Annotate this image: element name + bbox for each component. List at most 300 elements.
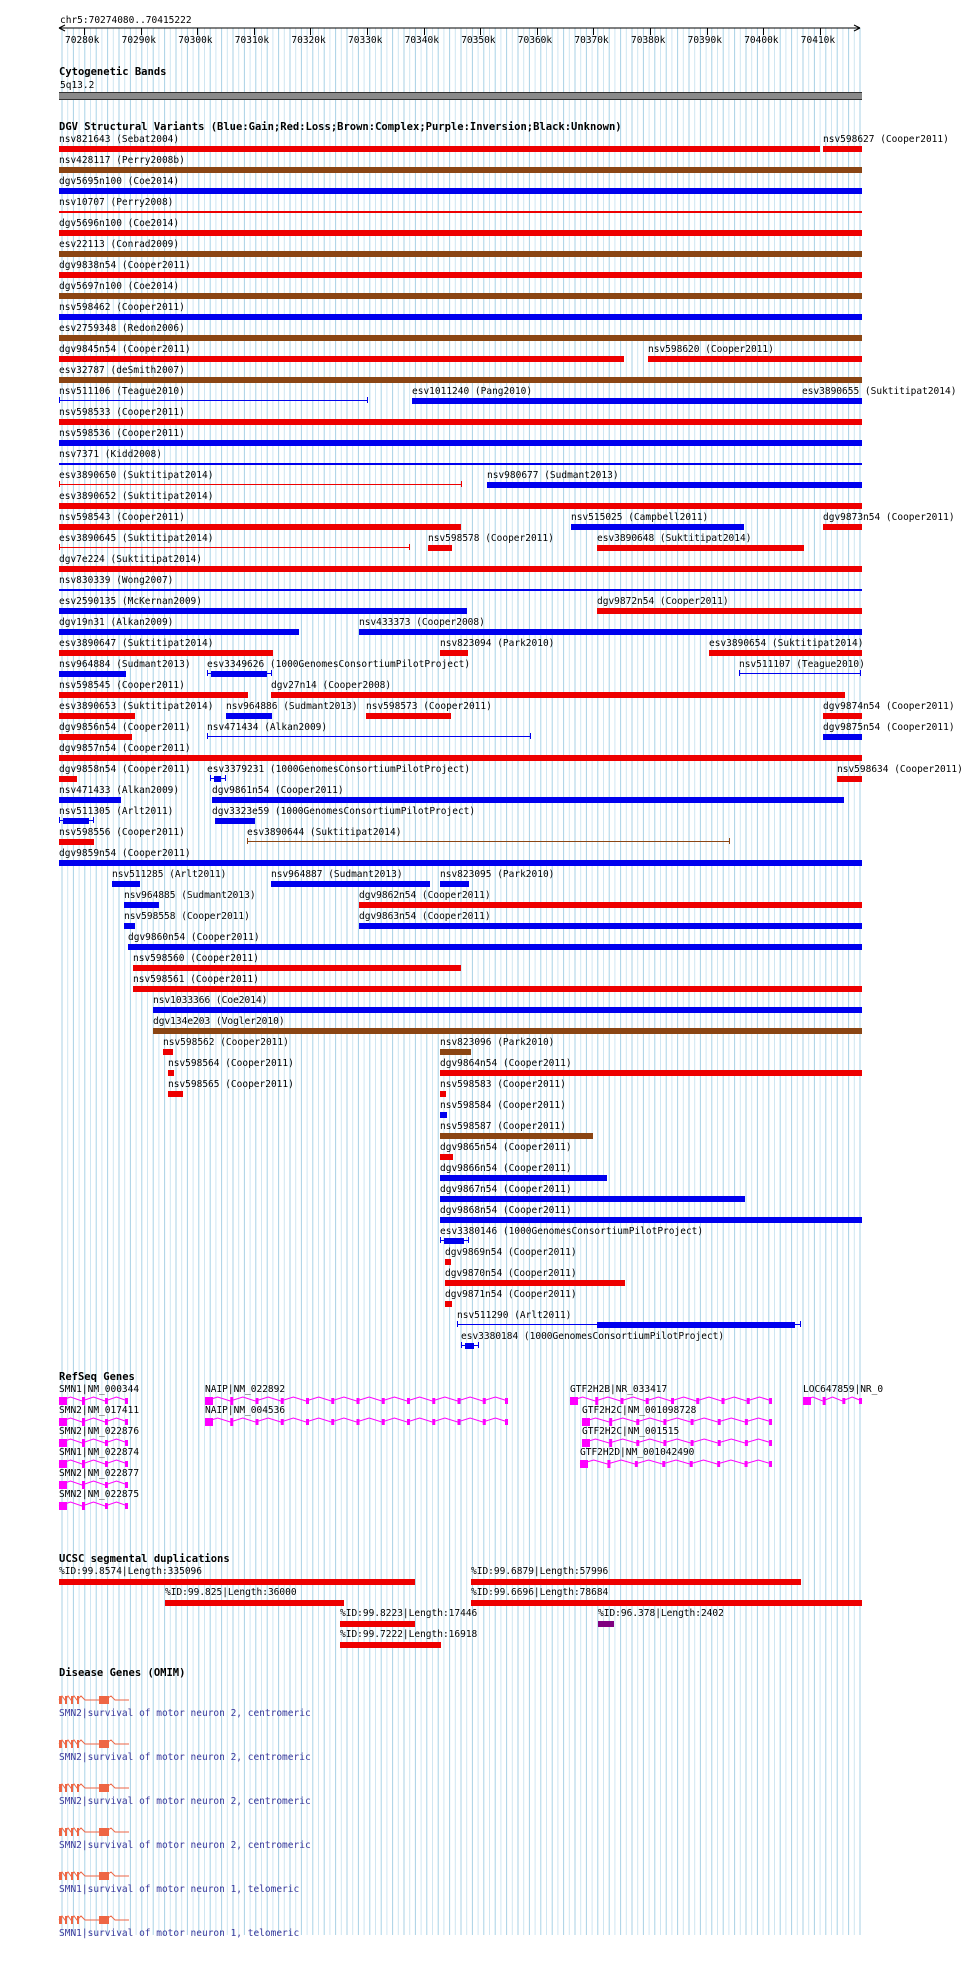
feature-end-cap — [860, 670, 861, 676]
refseq-gene-label: SMN2|NM_022875 — [59, 1489, 140, 1500]
refseq-exon — [595, 1397, 598, 1405]
dgv-variant-label: dgv9874n54 (Cooper2011) — [823, 701, 955, 712]
ruler-tick-label: 70390k — [687, 35, 722, 46]
feature-end-cap — [409, 544, 410, 550]
dgv-variant-label: nsv598573 (Cooper2011) — [366, 701, 492, 712]
dgv-variant-bar[interactable] — [709, 650, 862, 656]
dgv-variant-bar[interactable] — [359, 923, 862, 929]
dgv-variant-bar[interactable] — [445, 1301, 452, 1307]
refseq-gene-glyph[interactable] — [59, 1501, 130, 1511]
dgv-variant-bar[interactable] — [440, 1133, 593, 1139]
dgv-variant-line[interactable] — [59, 463, 862, 465]
dgv-variant-bar[interactable] — [59, 524, 461, 530]
dgv-variant-bar[interactable] — [823, 713, 862, 719]
refseq-exon — [82, 1418, 85, 1426]
refseq-intron-line — [59, 1439, 128, 1443]
dgv-variant-label: nsv511290 (Arlt2011) — [457, 1310, 572, 1321]
dgv-variant-bar[interactable] — [571, 524, 744, 530]
refseq-exon — [663, 1419, 666, 1425]
omim-exon — [65, 1740, 67, 1748]
refseq-exon — [582, 1418, 590, 1426]
dgv-variant-label: dgv9867n54 (Cooper2011) — [440, 1184, 572, 1195]
refseq-exon — [407, 1398, 410, 1404]
dgv-variant-label: dgv9860n54 (Cooper2011) — [128, 932, 260, 943]
refseq-exon — [105, 1461, 108, 1467]
dgv-variant-bar[interactable] — [133, 965, 461, 971]
dgv-variant-bar[interactable] — [428, 545, 452, 551]
refseq-exon — [646, 1398, 649, 1404]
dgv-variant-label: nsv598627 (Cooper2011) — [823, 134, 949, 145]
dgv-variant-bar[interactable] — [597, 545, 804, 551]
dgv-variant-bar[interactable] — [823, 524, 862, 530]
refseq-exon — [769, 1419, 772, 1425]
refseq-exon — [662, 1461, 665, 1467]
dgv-variant-bar[interactable] — [440, 1049, 471, 1055]
dgv-variant-bar[interactable] — [440, 1196, 745, 1202]
dgv-variant-bar[interactable] — [153, 1007, 862, 1013]
omim-exon — [65, 1696, 67, 1704]
ruler-tick-label: 70320k — [291, 35, 326, 46]
feature-end-cap — [367, 397, 368, 403]
refseq-exon — [621, 1398, 624, 1404]
dgv-variant-label: esv3890645 (Suktitipat2014) — [59, 533, 214, 544]
ruler-tick-label: 70290k — [121, 35, 156, 46]
omim-gene-glyph[interactable] — [59, 1826, 131, 1838]
dgv-variant-label: nsv471434 (Alkan2009) — [207, 722, 328, 733]
dgv-variant-label: nsv830339 (Wong2007) — [59, 575, 174, 586]
refseq-exon — [690, 1461, 693, 1467]
dgv-variant-label: nsv515025 (Campbell2011) — [571, 512, 709, 523]
dgv-variant-label: dgv9869n54 (Cooper2011) — [445, 1247, 577, 1258]
dgv-variant-label: esv3890650 (Suktitipat2014) — [59, 470, 214, 481]
feature-end-cap — [210, 775, 211, 781]
refseq-exon — [105, 1503, 108, 1509]
refseq-gene-label: NAIP|NM_004536 — [205, 1405, 286, 1416]
refseq-exon — [82, 1460, 85, 1468]
dgv-variant-bar[interactable] — [168, 1070, 174, 1076]
dgv-variant-bar[interactable] — [59, 650, 273, 656]
dgv-variant-bar[interactable] — [445, 1280, 625, 1286]
dgv-variant-bar[interactable] — [648, 356, 862, 362]
refseq-exon — [458, 1419, 461, 1425]
ruler-tick-label: 70370k — [574, 35, 609, 46]
dgv-variant-bar[interactable] — [59, 440, 862, 446]
feature-end-cap — [93, 817, 94, 823]
refseq-exon — [823, 1397, 826, 1405]
dgv-variant-bar[interactable] — [412, 398, 805, 404]
omim-exon — [65, 1828, 67, 1836]
refseq-exon — [306, 1398, 309, 1404]
omim-gene-glyph[interactable] — [59, 1782, 131, 1794]
dgv-variant-bar[interactable] — [366, 713, 451, 719]
refseq-intron-line — [59, 1502, 128, 1506]
feature-end-cap — [59, 544, 60, 550]
dgv-variant-label: dgv27n14 (Cooper2008) — [271, 680, 392, 691]
refseq-exon — [82, 1502, 85, 1510]
omim-intron-line — [59, 1696, 129, 1700]
dgv-variant-bar[interactable] — [124, 923, 135, 929]
feature-end-cap — [59, 817, 60, 823]
dgv-variant-bar[interactable] — [168, 1091, 183, 1097]
omim-exon — [59, 1828, 62, 1836]
segdup-bar[interactable] — [340, 1642, 441, 1648]
refseq-gene-label: SMN2|NM_022877 — [59, 1468, 140, 1479]
dgv-variant-bar[interactable] — [59, 377, 862, 383]
dgv-variant-label: dgv9861n54 (Cooper2011) — [212, 785, 344, 796]
omim-exon — [99, 1828, 109, 1836]
dgv-variant-bar[interactable] — [440, 1154, 453, 1160]
dgv-variant-label: nsv511305 (Arlt2011) — [59, 806, 174, 817]
refseq-gene-label: SMN1|NM_022874 — [59, 1447, 140, 1458]
dgv-variant-bar[interactable] — [59, 503, 862, 509]
omim-gene-label: SMN1|survival of motor neuron 1, telomeric — [59, 1928, 300, 1939]
refseq-gene-label: SMN2|NM_017411 — [59, 1405, 140, 1416]
feature-thin-line[interactable] — [59, 547, 409, 548]
dgv-variant-label: nsv598545 (Cooper2011) — [59, 680, 185, 691]
dgv-variant-label: dgv9872n54 (Cooper2011) — [597, 596, 729, 607]
dgv-variant-bar[interactable] — [271, 881, 430, 887]
chrom-range-label: chr5:70274080..70415222 — [60, 15, 192, 26]
dgv-variant-bar[interactable] — [59, 713, 135, 719]
feature-end-cap — [59, 481, 60, 487]
dgv-variant-bar[interactable] — [59, 146, 820, 152]
dgv-variant-label: nsv823094 (Park2010) — [440, 638, 555, 649]
segdup-bar[interactable] — [59, 1579, 415, 1585]
omim-exon — [59, 1872, 62, 1880]
ruler-tick-label: 70310k — [234, 35, 270, 46]
refseq-exon — [696, 1398, 699, 1404]
refseq-exon — [691, 1440, 694, 1446]
dgv-variant-label: esv3890653 (Suktitipat2014) — [59, 701, 214, 712]
refseq-exon — [331, 1398, 334, 1404]
dgv-variant-label: dgv9864n54 (Cooper2011) — [440, 1058, 572, 1069]
dgv-variant-label: nsv598564 (Cooper2011) — [168, 1058, 294, 1069]
refseq-track-title: RefSeq Genes — [59, 1371, 135, 1383]
feature-end-cap — [59, 397, 60, 403]
omim-exon — [99, 1872, 109, 1880]
dgv-variant-bar[interactable] — [59, 692, 248, 698]
dgv-variant-label: esv22113 (Conrad2009) — [59, 239, 180, 250]
dgv-variant-bar[interactable] — [59, 293, 862, 299]
omim-exon — [99, 1696, 109, 1704]
dgv-variant-label: esv3890648 (Suktitipat2014) — [597, 533, 752, 544]
ruler-tick-label: 70280k — [65, 35, 100, 46]
dgv-variant-label: nsv598565 (Cooper2011) — [168, 1079, 294, 1090]
refseq-exon — [59, 1439, 67, 1447]
dgv-variant-label: dgv9858n54 (Cooper2011) — [59, 764, 191, 775]
dgv-variant-bar[interactable] — [59, 272, 862, 278]
dgv-variant-bar[interactable] — [214, 776, 221, 782]
dgv-variant-label: esv3380146 (1000GenomesConsortiumPilotProject) — [440, 1226, 704, 1237]
feature-end-cap — [739, 670, 740, 676]
dgv-variant-bar[interactable] — [59, 356, 624, 362]
dgv-variant-label: esv3890652 (Suktitipat2014) — [59, 491, 214, 502]
dgv-variant-bar[interactable] — [465, 1343, 474, 1349]
dgv-variant-label: nsv598543 (Cooper2011) — [59, 512, 185, 523]
dgv-variant-label: nsv598462 (Cooper2011) — [59, 302, 185, 313]
feature-end-cap — [530, 733, 531, 739]
feature-end-cap — [478, 1342, 479, 1348]
refseq-gene-glyph[interactable] — [580, 1459, 774, 1469]
refseq-exon — [745, 1419, 748, 1425]
refseq-exon — [607, 1460, 610, 1468]
dgv-variant-bar[interactable] — [440, 1217, 862, 1223]
dgv-variant-bar[interactable] — [823, 146, 862, 152]
dgv-variant-bar[interactable] — [124, 902, 159, 908]
dgv-variant-bar[interactable] — [211, 671, 267, 677]
dgv-variant-bar[interactable] — [444, 1238, 464, 1244]
dgv-variant-label: nsv980677 (Sudmant2013) — [487, 470, 619, 481]
dgv-variant-bar[interactable] — [59, 335, 862, 341]
cytoband-label: 5q13.2 — [60, 80, 95, 91]
dgv-variant-line[interactable] — [59, 589, 862, 591]
dgv-variant-bar[interactable] — [226, 713, 272, 719]
refseq-exon — [609, 1439, 612, 1447]
omim-exon — [77, 1828, 79, 1836]
segdup-bar[interactable] — [471, 1579, 801, 1585]
dgv-variant-bar[interactable] — [59, 734, 132, 740]
segdup-label: %ID:99.8574|Length:335096 — [59, 1566, 202, 1577]
dgv-variant-bar[interactable] — [802, 398, 862, 404]
dgv-variant-label: nsv598583 (Cooper2011) — [440, 1079, 566, 1090]
refseq-exon — [357, 1419, 360, 1425]
segdup-bar[interactable] — [598, 1621, 614, 1627]
refseq-exon — [205, 1397, 213, 1405]
refseq-exon — [306, 1419, 309, 1425]
dgv-variant-label: dgv9868n54 (Cooper2011) — [440, 1205, 572, 1216]
dgv-variant-label: nsv964887 (Sudmant2013) — [271, 869, 403, 880]
omim-exon — [99, 1740, 109, 1748]
dgv-variant-bar[interactable] — [59, 314, 862, 320]
omim-gene-label: SMN1|survival of motor neuron 1, telomeric — [59, 1884, 300, 1895]
dgv-variant-bar[interactable] — [359, 629, 862, 635]
feature-thin-line[interactable] — [207, 736, 530, 737]
omim-exon — [99, 1784, 109, 1792]
dgv-variant-bar[interactable] — [445, 1259, 451, 1265]
refseq-exon — [842, 1398, 845, 1404]
dgv-variant-label: nsv598587 (Cooper2011) — [440, 1121, 566, 1132]
refseq-gene-label: SMN2|NM_022876 — [59, 1426, 140, 1437]
dgv-variant-bar[interactable] — [597, 608, 862, 614]
dgv-variant-bar[interactable] — [487, 482, 862, 488]
dgv-variant-label: nsv598562 (Cooper2011) — [163, 1037, 289, 1048]
omim-exon — [59, 1740, 62, 1748]
dgv-variant-label: dgv9862n54 (Cooper2011) — [359, 890, 491, 901]
omim-intron-line — [59, 1828, 129, 1832]
ruler-tick-label: 70300k — [178, 35, 213, 46]
omim-gene-label: SMN2|survival of motor neuron 2, centromeric — [59, 1840, 311, 1851]
refseq-exon — [230, 1418, 233, 1426]
refseq-exon — [59, 1481, 67, 1489]
refseq-exon — [722, 1398, 725, 1404]
refseq-gene-label: GTF2H2C|NM_001098728 — [582, 1405, 697, 1416]
dgv-variant-bar[interactable] — [59, 419, 862, 425]
refseq-gene-glyph[interactable] — [205, 1417, 510, 1427]
dgv-variant-label: nsv598558 (Cooper2011) — [124, 911, 250, 922]
refseq-exon — [59, 1502, 67, 1510]
dgv-variant-label: nsv598536 (Cooper2011) — [59, 428, 185, 439]
dgv-variant-bar[interactable] — [59, 167, 862, 173]
refseq-exon — [580, 1460, 588, 1468]
dgv-variant-bar[interactable] — [823, 734, 862, 740]
dgv-variant-label: nsv598634 (Cooper2011) — [837, 764, 963, 775]
segdup-bar[interactable] — [165, 1600, 344, 1606]
segdup-label: %ID:99.6696|Length:78684 — [471, 1587, 609, 1598]
refseq-exon — [105, 1419, 108, 1425]
dgv-variant-label: nsv598560 (Cooper2011) — [133, 953, 259, 964]
dgv-variant-label: esv2759348 (Redon2006) — [59, 323, 185, 334]
dgv-variant-label: nsv511106 (Teague2010) — [59, 386, 185, 397]
dgv-variant-bar[interactable] — [59, 755, 862, 761]
refseq-exon — [636, 1419, 639, 1425]
dgv-variant-bar[interactable] — [59, 797, 121, 803]
omim-exon — [59, 1784, 62, 1792]
dgv-variant-bar[interactable] — [440, 1175, 607, 1181]
feature-end-cap — [461, 1342, 462, 1348]
dgv-variant-label: dgv9857n54 (Cooper2011) — [59, 743, 191, 754]
dgv-variant-label: dgv9866n54 (Cooper2011) — [440, 1163, 572, 1174]
dgv-variant-bar[interactable] — [59, 608, 467, 614]
dgv-variant-bar[interactable] — [59, 629, 299, 635]
dgv-variant-label: nsv964886 (Sudmant2013) — [226, 701, 358, 712]
refseq-exon — [82, 1481, 85, 1489]
ruler-tick-label: 70350k — [461, 35, 496, 46]
refseq-gene-label: GTF2H2D|NM_001042490 — [580, 1447, 695, 1458]
refseq-exon — [717, 1461, 720, 1467]
refseq-exon — [745, 1440, 748, 1446]
dgv-variant-label: dgv5695n100 (Coe2014) — [59, 176, 180, 187]
omim-gene-glyph[interactable] — [59, 1694, 131, 1706]
dgv-variant-bar[interactable] — [59, 230, 862, 236]
omim-intron-line — [59, 1740, 129, 1744]
dgv-variant-label: dgv5697n100 (Coe2014) — [59, 281, 180, 292]
refseq-exon — [230, 1397, 233, 1405]
segdup-track-title: UCSC segmental duplications — [59, 1553, 230, 1565]
dgv-variant-label: nsv964884 (Sudmant2013) — [59, 659, 191, 670]
dgv-variant-label: dgv9871n54 (Cooper2011) — [445, 1289, 577, 1300]
refseq-gene-label: NAIP|NM_022892 — [205, 1384, 286, 1395]
dgv-variant-label: esv1011240 (Pang2010) — [412, 386, 533, 397]
refseq-exon — [671, 1398, 674, 1404]
refseq-exon — [125, 1482, 128, 1488]
dgv-variant-bar[interactable] — [271, 692, 845, 698]
refseq-exon — [458, 1398, 461, 1404]
feature-thin-line[interactable] — [739, 673, 860, 674]
dgv-variant-bar[interactable] — [59, 839, 94, 845]
refseq-gene-label: SMN1|NM_000344 — [59, 1384, 140, 1395]
refseq-exon — [769, 1440, 772, 1446]
omim-gene-glyph[interactable] — [59, 1738, 131, 1750]
feature-end-cap — [207, 670, 208, 676]
refseq-exon — [718, 1440, 721, 1446]
refseq-gene-glyph[interactable] — [803, 1396, 864, 1406]
dgv-variant-bar[interactable] — [59, 251, 862, 257]
ruler-tick-label: 70410k — [800, 35, 836, 46]
omim-gene-glyph[interactable] — [59, 1914, 131, 1926]
dgv-variant-bar[interactable] — [59, 671, 126, 677]
dgv-variant-bar[interactable] — [440, 1112, 447, 1118]
refseq-exon — [59, 1397, 67, 1405]
dgv-variant-label: nsv598556 (Cooper2011) — [59, 827, 185, 838]
dgv-variant-bar[interactable] — [359, 902, 862, 908]
dgv-variant-bar[interactable] — [153, 1028, 862, 1034]
refseq-intron-line — [59, 1418, 128, 1422]
dgv-variant-label: nsv821643 (Sebat2004) — [59, 134, 180, 145]
segdup-bar[interactable] — [340, 1621, 415, 1627]
omim-exon — [71, 1784, 73, 1792]
dgv-variant-bar[interactable] — [59, 566, 862, 572]
feature-thin-line[interactable] — [59, 400, 367, 401]
omim-exon — [65, 1916, 67, 1924]
refseq-exon — [281, 1419, 284, 1425]
feature-end-cap — [800, 1321, 801, 1327]
dgv-variant-bar[interactable] — [59, 860, 862, 866]
dgv-variant-label: dgv9870n54 (Cooper2011) — [445, 1268, 577, 1279]
refseq-exon — [125, 1440, 128, 1446]
dgv-variant-label: nsv598561 (Cooper2011) — [133, 974, 259, 985]
dgv-variant-bar[interactable] — [837, 776, 862, 782]
dgv-variant-bar[interactable] — [212, 797, 844, 803]
dgv-variant-label: nsv598533 (Cooper2011) — [59, 407, 185, 418]
dgv-variant-label: nsv823095 (Park2010) — [440, 869, 555, 880]
omim-intron-line — [59, 1872, 129, 1876]
refseq-exon — [125, 1419, 128, 1425]
refseq-exon — [570, 1397, 578, 1405]
dgv-variant-label: nsv1033366 (Coe2014) — [153, 995, 268, 1006]
omim-intron-line — [59, 1916, 129, 1920]
dgv-variant-bar[interactable] — [59, 188, 862, 194]
refseq-gene-label: GTF2H2B|NR_033417 — [570, 1384, 668, 1395]
omim-exon — [77, 1916, 79, 1924]
dgv-variant-bar[interactable] — [63, 818, 89, 824]
dgv-variant-bar[interactable] — [163, 1049, 173, 1055]
dgv-variant-label: esv3349626 (1000GenomesConsortiumPilotProject) — [207, 659, 471, 670]
segdup-label: %ID:99.8223|Length:17446 — [340, 1608, 478, 1619]
dgv-variant-label: dgv9845n54 (Cooper2011) — [59, 344, 191, 355]
dgv-variant-label: dgv9856n54 (Cooper2011) — [59, 722, 191, 733]
omim-exon — [59, 1916, 62, 1924]
dgv-variant-bar[interactable] — [440, 1070, 862, 1076]
dgv-variant-bar[interactable] — [133, 986, 862, 992]
dgv-variant-bar[interactable] — [440, 881, 469, 887]
cytoband-track-title: Cytogenetic Bands — [59, 66, 167, 78]
dgv-variant-bar[interactable] — [128, 944, 862, 950]
dgv-variant-bar[interactable] — [215, 818, 255, 824]
segdup-bar[interactable] — [471, 1600, 862, 1606]
feature-thin-line[interactable] — [59, 484, 461, 485]
refseq-exon — [59, 1418, 67, 1426]
feature-end-cap — [461, 481, 462, 487]
refseq-exon — [505, 1419, 508, 1425]
dgv-variant-label: dgv5696n100 (Coe2014) — [59, 218, 180, 229]
dgv-variant-bar[interactable] — [597, 1322, 795, 1328]
refseq-exon — [747, 1398, 750, 1404]
feature-thin-line[interactable] — [247, 841, 729, 842]
refseq-intron-line — [803, 1397, 862, 1401]
refseq-exon — [407, 1419, 410, 1425]
omim-gene-glyph[interactable] — [59, 1870, 131, 1882]
refseq-exon — [281, 1398, 284, 1404]
dgv-variant-bar[interactable] — [440, 650, 468, 656]
dgv-variant-label: esv3890654 (Suktitipat2014) — [709, 638, 864, 649]
ruler-tick-label: 70380k — [631, 35, 666, 46]
refseq-exon — [125, 1398, 128, 1404]
dgv-variant-bar[interactable] — [440, 1091, 446, 1097]
dgv-variant-line[interactable] — [59, 211, 862, 213]
omim-exon — [71, 1872, 73, 1880]
dgv-variant-bar[interactable] — [112, 881, 140, 887]
dgv-variant-bar[interactable] — [59, 776, 77, 782]
